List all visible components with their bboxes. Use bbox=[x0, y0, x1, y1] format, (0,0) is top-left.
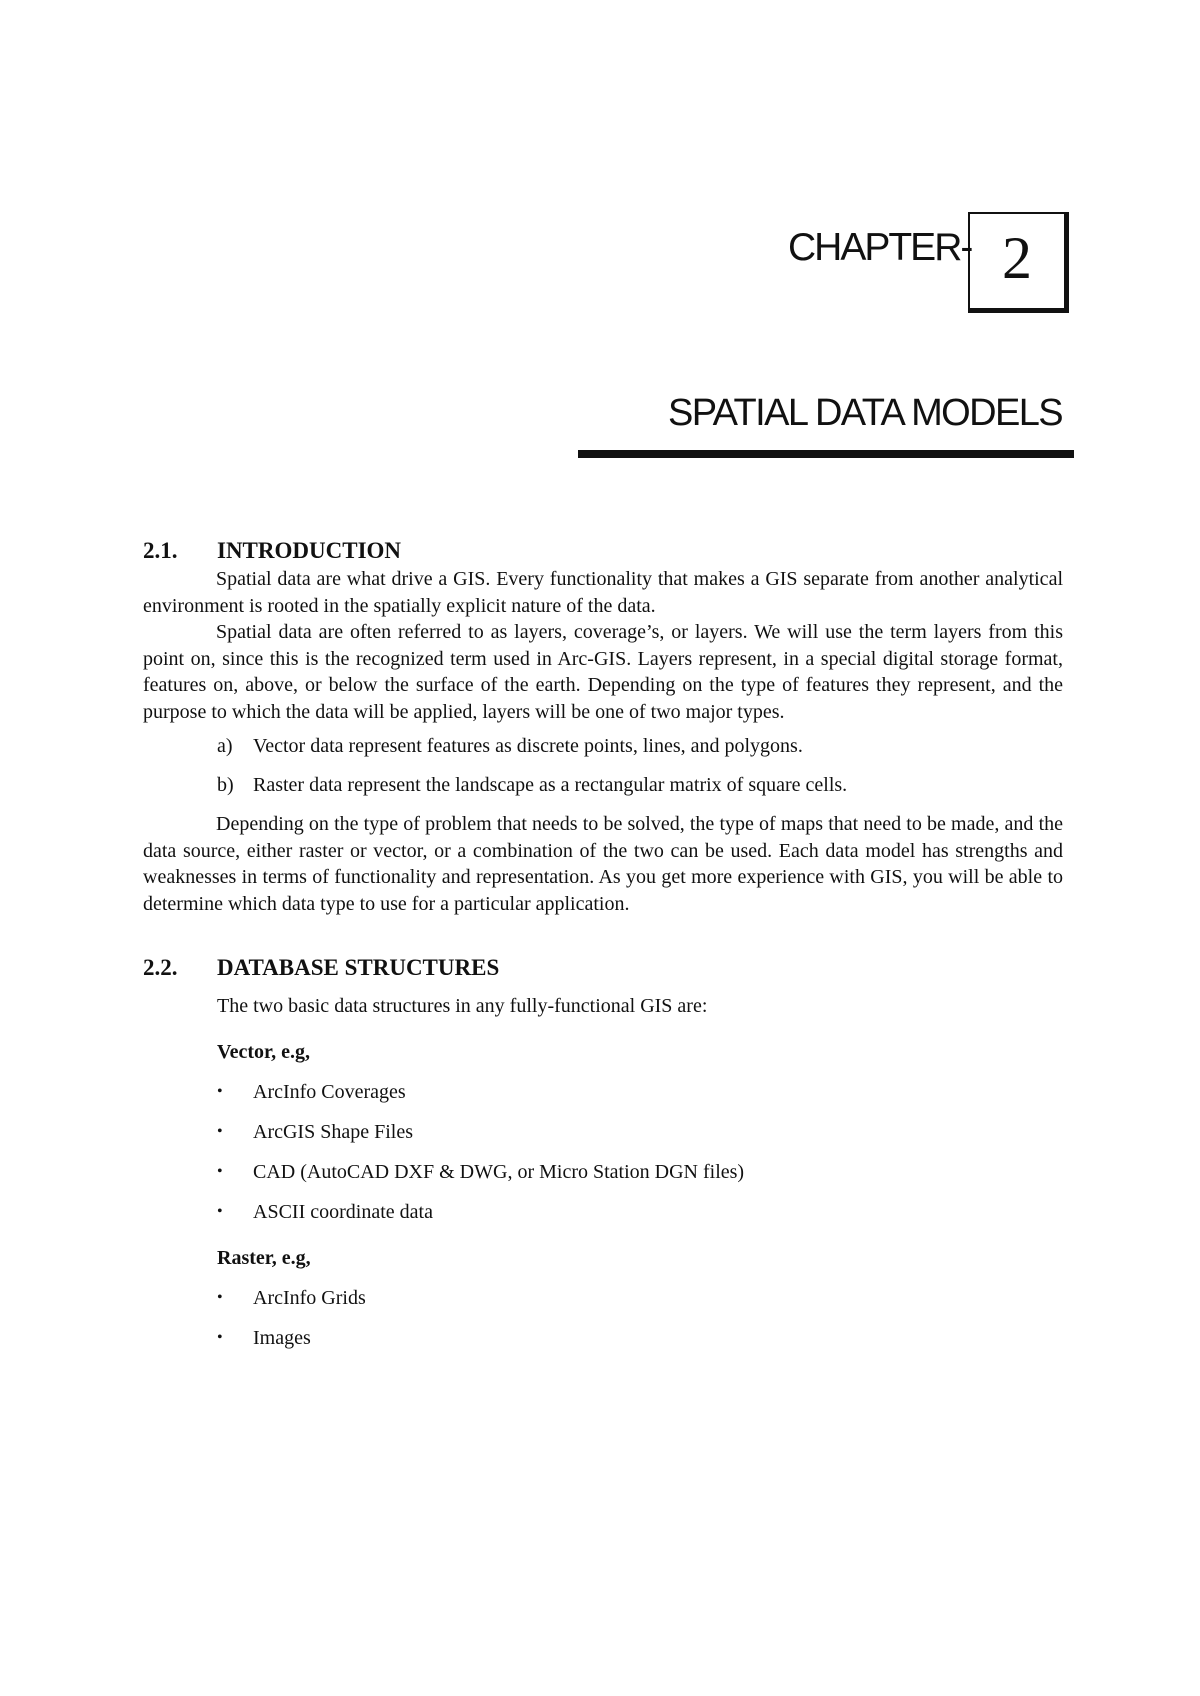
list-item bbox=[217, 733, 1063, 759]
bullet-icon: • bbox=[217, 1163, 223, 1180]
title-underline-rule bbox=[578, 450, 1074, 458]
section-number: 2.2. bbox=[143, 955, 178, 980]
chapter-label: CHAPTER- bbox=[788, 226, 972, 269]
list-item bbox=[217, 1285, 1063, 1311]
bullet-icon: • bbox=[217, 1083, 223, 1100]
bullet-icon: • bbox=[217, 1329, 223, 1346]
vector-examples-list bbox=[143, 1079, 1063, 1225]
section-number: 2.1. bbox=[143, 538, 178, 563]
section-title: DATABASE STRUCTURES bbox=[217, 955, 500, 980]
section-heading-database-structures bbox=[143, 953, 1063, 983]
database-intro-text: The two basic data structures in any fully-functional GIS are: bbox=[217, 995, 708, 1017]
intro-paragraph-2: Spatial data are often referred to as layers, coverage’s, or layers. We will use the term layers from this point on, since this is the recognized term used in Arc-GIS. Layers represent, in a special digital storage format, features on, above, or below the surface of the earth. Depending on the type of features they represent, and the purpose to which the data will be applied, layers will be one of two major types. bbox=[143, 621, 1063, 723]
list-item bbox=[217, 1079, 1063, 1105]
chapter-number-box bbox=[968, 212, 1069, 313]
section-title: INTRODUCTION bbox=[217, 538, 402, 563]
list-item-text: ArcInfo Grids bbox=[253, 1287, 366, 1309]
list-item bbox=[217, 1159, 1063, 1185]
list-item-text: Vector data represent features as discrete points, lines, and polygons. bbox=[253, 735, 803, 757]
bullet-icon: • bbox=[217, 1203, 223, 1220]
list-item-text: CAD (AutoCAD DXF & DWG, or Micro Station DGN files) bbox=[253, 1161, 745, 1183]
layer-types-list bbox=[143, 733, 1063, 798]
list-item bbox=[217, 1119, 1063, 1145]
vector-heading: Vector, e.g, bbox=[217, 1041, 310, 1063]
bullet-icon: • bbox=[217, 1289, 223, 1306]
chapter-number: 2 bbox=[1002, 225, 1032, 291]
list-marker: a) bbox=[217, 735, 233, 757]
intro-paragraph-1: Spatial data are what drive a GIS. Every functionality that makes a GIS separate from another analytical environment is rooted in the spatially explicit nature of the data. bbox=[143, 568, 1063, 617]
raster-examples-list bbox=[143, 1285, 1063, 1351]
list-item bbox=[217, 772, 1063, 798]
intro-paragraph-3: Depending on the type of problem that needs to be solved, the type of maps that need to be made, and the data source, either raster or vector, or a combination of the two can be used. Each data model has strengths and weaknesses in terms of functionality and representation. As you get more experience with GIS, you will be able to determine which data type to use for a particular application. bbox=[143, 813, 1063, 915]
bullet-icon: • bbox=[217, 1123, 223, 1140]
list-item bbox=[217, 1199, 1063, 1225]
list-item-text: ArcGIS Shape Files bbox=[253, 1121, 413, 1143]
list-item-text: ArcInfo Coverages bbox=[253, 1081, 406, 1103]
list-item bbox=[217, 1325, 1063, 1351]
raster-heading: Raster, e.g, bbox=[217, 1247, 311, 1269]
list-marker: b) bbox=[217, 774, 234, 796]
list-item-text: Raster data represent the landscape as a rectangular matrix of square cells. bbox=[253, 774, 848, 796]
list-item-text: Images bbox=[253, 1327, 311, 1349]
body-content bbox=[143, 536, 1063, 1365]
list-item-text: ASCII coordinate data bbox=[253, 1201, 433, 1223]
section-heading-introduction bbox=[143, 536, 1063, 566]
chapter-title: SPATIAL DATA MODELS bbox=[667, 392, 1062, 434]
